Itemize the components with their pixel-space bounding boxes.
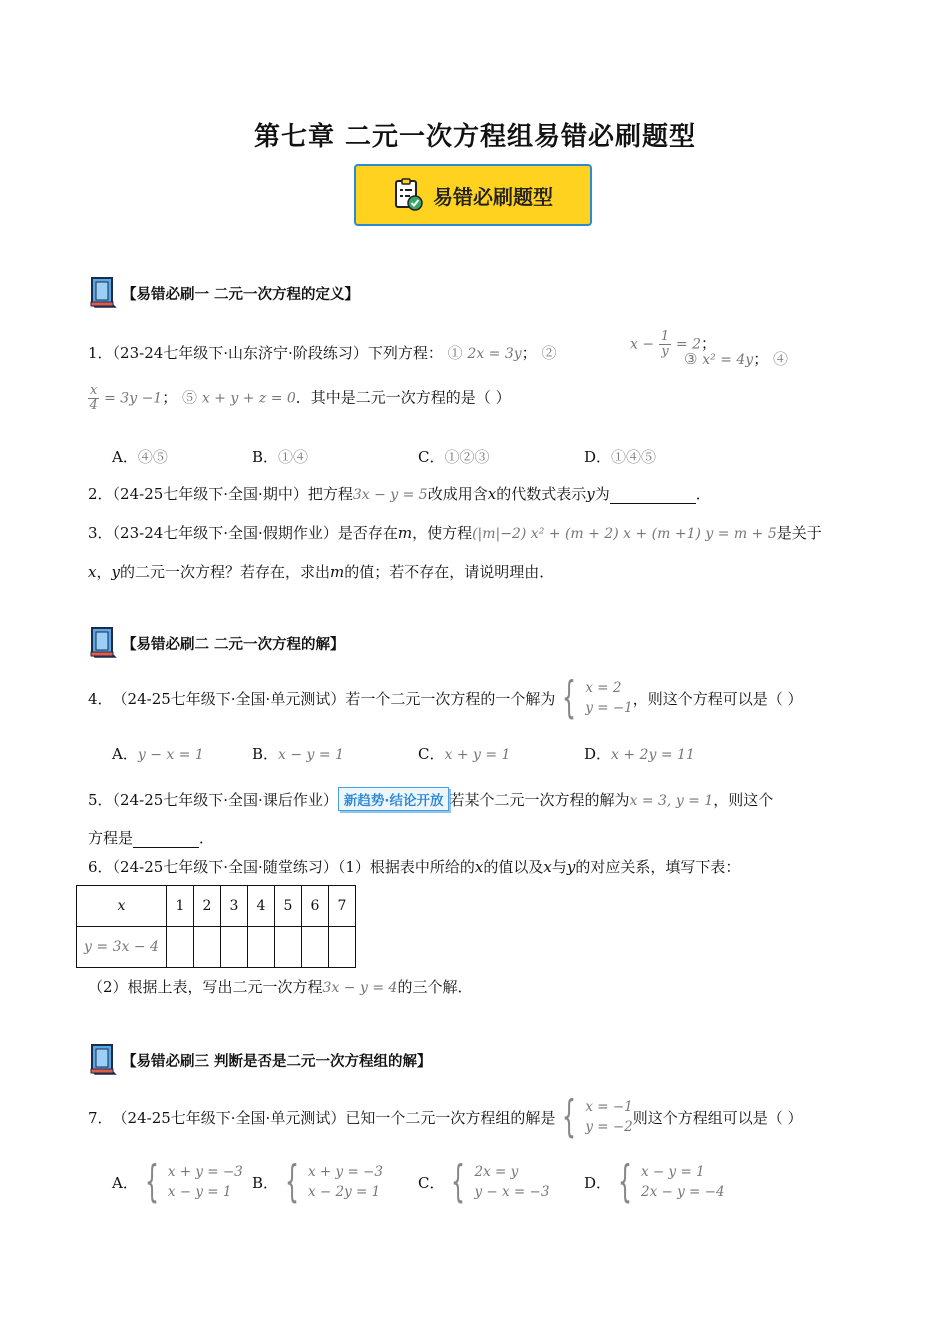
question-7: 7． （24-25七年级下·全国·单元测试）已知一个二元一次方程组的解是 { x = −1 y = −2 则这个方程组可以是（ ）: [88, 1091, 803, 1142]
q1-eq2: x − $\frac{1}{y}$ = 2；: [630, 329, 717, 359]
question-5: 5．（24-25七年级下·全国·课后作业） 新趋势·结论开放 若某个二元一次方程的解为x = 3, y = 1，则这个: [88, 787, 773, 811]
q1-option-d[interactable]: D．①④⑤: [584, 448, 657, 466]
page-title: 第七章 二元一次方程组易错必刷题型: [253, 122, 697, 152]
value-table: [76, 885, 356, 968]
q1-line2: $\frac{x}{4}$ = 3y −1； ⑤ x + y + z = 0．其中是二元一次方程的是（ ）: [89, 383, 511, 413]
section-label: 【易错必刷一 二元一次方程的定义】: [122, 286, 360, 303]
question-6: 6．（24-25七年级下·全国·随堂练习）（1）根据表中所给的x的值以及x与y的对应关系，填写下表：: [88, 858, 741, 876]
q1-eq3: ③ x² = 4y； ④: [684, 350, 789, 368]
table-input-cell[interactable]: [275, 927, 302, 968]
table-input-cell[interactable]: [221, 927, 248, 968]
table-input-cell[interactable]: [248, 927, 275, 968]
question-2: 2．（24-25七年级下·全国·期中）把方程3x − y = 5改成用含x的代数式表示y为 ．: [88, 485, 711, 503]
section-heading-2: [88, 626, 345, 660]
q4-option-b[interactable]: B．x − y = 1: [252, 745, 345, 763]
q7-option-a[interactable]: A． { x + y = −3 x − y = 1: [112, 1156, 243, 1207]
table-cell: 7: [329, 886, 356, 927]
table-cell: 1: [167, 886, 194, 927]
q4-option-a[interactable]: A．y − x = 1: [112, 745, 204, 763]
q4-option-d[interactable]: D．x + 2y = 11: [584, 745, 695, 763]
table-cell: 2: [194, 886, 221, 927]
q1-option-c[interactable]: C．①②③: [418, 448, 490, 466]
book-icon: [88, 626, 118, 660]
q2-answer-blank[interactable]: [610, 485, 696, 504]
table-header-x: x: [77, 886, 167, 927]
q7-solution-system: { x = −1 y = −2: [562, 1091, 633, 1142]
banner: [354, 164, 592, 226]
q1-option-b[interactable]: B．①④: [252, 448, 309, 466]
question-6-part2: （2）根据上表，写出二元一次方程3x − y = 4的三个解．: [88, 978, 473, 996]
banner-label: 易错必刷题型: [433, 184, 553, 209]
q1-option-a[interactable]: A．④⑤: [112, 448, 168, 466]
table-cell: 6: [302, 886, 329, 927]
book-icon: [88, 1043, 118, 1077]
q7-option-c[interactable]: C． { 2x = y y − x = −3: [418, 1156, 550, 1207]
section-heading-3: [88, 1043, 432, 1077]
table-cell: 3: [221, 886, 248, 927]
question-1: 1．（23-24七年级下·山东济宁·阶段练习）下列方程： ① 2x = 3y； ②: [88, 344, 557, 362]
table-row: [77, 886, 356, 927]
table-cell: 5: [275, 886, 302, 927]
section-label: 【易错必刷三 判断是否是二元一次方程组的解】: [122, 1053, 432, 1070]
checklist-icon: [393, 178, 423, 212]
table-input-cell[interactable]: [194, 927, 221, 968]
book-icon: [88, 276, 118, 310]
trend-tag: 新趋势·结论开放: [338, 787, 450, 811]
q7-option-b[interactable]: B． { x + y = −3 x − 2y = 1: [252, 1156, 383, 1207]
q7-option-d[interactable]: D． { x − y = 1 2x − y = −4: [584, 1156, 725, 1207]
q4-solution-system: { x = 2 y = −1: [562, 672, 633, 723]
question-3: 3．（23-24七年级下·全国·假期作业）是否存在m，使方程(|m|−2) x² + (m + 2) x + (m +1) y = m + 5是关于: [88, 524, 822, 542]
q4-option-c[interactable]: C．x + y = 1: [418, 745, 511, 763]
table-row-label: y = 3x − 4: [77, 927, 167, 968]
section-heading-1: [88, 276, 359, 310]
section-label: 【易错必刷二 二元一次方程的解】: [122, 636, 345, 653]
table-cell: 4: [248, 886, 275, 927]
question-4: 4． （24-25七年级下·全国·单元测试）若一个二元一次方程的一个解为 { x = 2 y = −1 ，则这个方程可以是（ ）: [88, 672, 803, 723]
table-input-cell[interactable]: [329, 927, 356, 968]
question-5-line2: 方程是 ．: [88, 829, 215, 847]
table-row: [77, 927, 356, 968]
table-input-cell[interactable]: [302, 927, 329, 968]
question-3-line2: x，y的二元一次方程？若存在，求出m的值；若不存在，请说明理由．: [88, 563, 555, 581]
q5-answer-blank[interactable]: [133, 829, 199, 848]
table-input-cell[interactable]: [167, 927, 194, 968]
